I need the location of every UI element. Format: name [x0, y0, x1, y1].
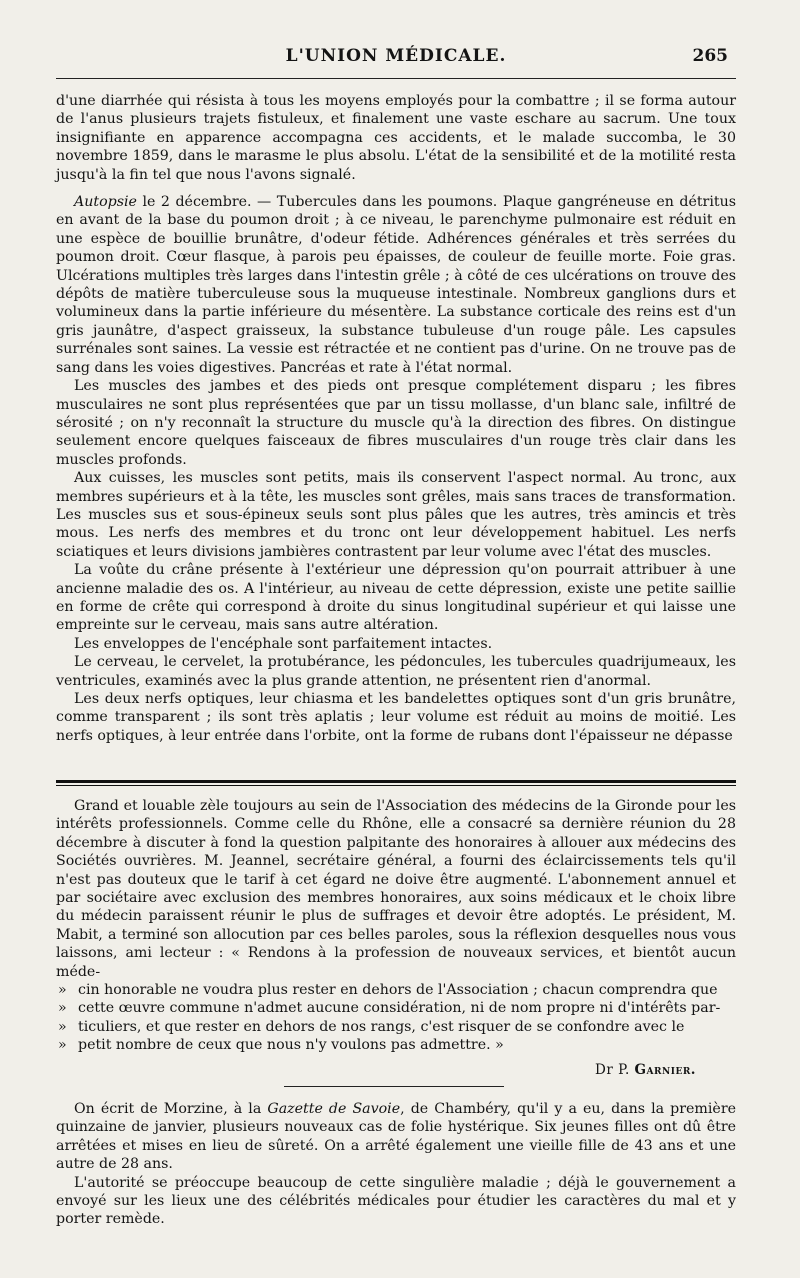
- quote-text: petit nombre de ceux que nous n'y voulons pas admettre. »: [78, 1037, 504, 1054]
- header-rule: [56, 78, 736, 79]
- article-paragraph: Les deux nerfs optiques, leur chiasma et les bandelettes optiques sont d'un gris brunâtre, comme transparent ; ils sont très aplatis ; leur volume est réduit au moins de moitié. Les nerfs optiques, à leur entrée dans l'orbite, ont la forme de rubans dont l'épaisseur ne dépasse: [56, 691, 736, 744]
- news-text: , de Chambéry, qu'il y a eu, dans la première quinzaine de janvier, plusieurs nouveaux cas de folie hystérique. Six jeunes filles ont dû être arrêtées et mises en lieu de sûreté. On a arrêté également une vieille fille de 43 ans et une autre de 28 ans.: [56, 1101, 736, 1173]
- news-text: On écrit de Morzine, à la: [74, 1101, 268, 1117]
- quote-line: [56, 1018, 736, 1036]
- quote-mark: »: [58, 1037, 67, 1054]
- running-title: L'UNION MÉDICALE.: [285, 46, 507, 66]
- signature-prefix: Dr P.: [595, 1061, 635, 1078]
- signature: [56, 1061, 736, 1079]
- quote-mark: »: [58, 1000, 67, 1017]
- article-paragraph: Les enveloppes de l'encéphale sont parfaitement intactes.: [74, 635, 493, 652]
- autopsy-text: le 2 décembre. — Tubercules dans les poumons. Plaque gangréneuse en détritus en avant de la base du poumon droit ; à ce niveau, le parenchyme pulmonaire est réduit en une espèce de bouillie brunâtre, d'odeur fétide. Adhérences générales et très serrées du poumon droit. Cœur flasque, à parois peu épaisses, de couleur de feuille morte. Foie gras. Ulcérations multiples très larges dans l'intestin grêle ; à côté de ces ulcérations on trouve des dépôts de matière tuberculeuse sous la muqueuse intestinale. Nombreux ganglions durs et volumineux dans la partie inférieure du mésentère. La substance corticale des reins est d'un gris jaunâtre, d'aspect graisseux, la substance tubuleuse d'un rouge pâle. Les capsules surrénales sont saines. La vessie est rétractée et ne contient pas d'urine. On ne trouve pas de sang dans les voies digestives. Pancréas et rate à l'état normal.: [56, 194, 736, 376]
- autopsy-paragraph: [56, 193, 736, 377]
- article-paragraph: Le cerveau, le cervelet, la protubérance, les pédoncules, les tubercules quadrijumeaux, les ventricules, examinés avec la plus grande attention, ne présentent rien d'anormal.: [56, 654, 736, 689]
- short-divider: [284, 1086, 504, 1087]
- article-body: [56, 92, 736, 745]
- article-paragraph: Les muscles des jambes et des pieds ont presque complétement disparu ; les fibres musculaires ne sont plus représentées que par un tissu mollasse, d'un blanc sale, infiltré de sérosité ; on n'y reconnaît la structure du muscle qu'à la direction des fibres. On distingue seulement encore quelques faisceaux de fibres musculaires d'un rouge très clair dans les muscles profonds.: [56, 378, 736, 468]
- signature-name: Garnier.: [634, 1061, 696, 1078]
- news-paragraph: Grand et louable zèle toujours au sein de l'Association des médecins de la Gironde pour les intérêts professionnels. Comme celle du Rhône, elle a consacré sa dernière réunion du 28 décembre à discuter à fond la question palpitante des honoraires à allouer aux médecins des Sociétés ouvrières. M. Jeannel, secrétaire général, a fourni des éclaircissements tels qu'il n'est pas douteux que le tarif à cet égard ne doive être augmenté. L'abonnement annuel et par sociétaire avec exclusion des membres honoraires, aux soins médicaux et le choix libre du médecin paraissent réunir le plus de suffrages et devoir être adoptés. Le président, M. Mabit, a terminé son allocution par ces belles paroles, sous la réflexion desquelles nous vous laissons, ami lecteur : « Rendons à la profession de nouveaux services, et bientôt aucun méde-: [56, 798, 736, 980]
- section-divider: [56, 780, 736, 786]
- autopsy-lead: Autopsie: [74, 194, 137, 211]
- quote-mark: »: [58, 982, 67, 999]
- quote-line: [56, 981, 736, 999]
- quote-text: cette œuvre commune n'admet aucune considération, ni de nom propre ni d'intérêts par-: [78, 1000, 721, 1017]
- newspaper-title: Gazette de Savoie: [267, 1101, 401, 1117]
- quote-line: [56, 1036, 736, 1054]
- article-paragraph: d'une diarrhée qui résista à tous les moyens employés pour la combattre ; il se forma autour de l'anus plusieurs trajets fistuleux, et finalement une vaste eschare au sacrum. Une toux insignifiante en apparence accompagna ces accidents, et le malade succomba, le 30 novembre 1859, dans le marasme le plus absolu. L'état de la sensibilité et de la motilité resta jusqu'à la fin tel que nous l'avons signalé.: [56, 93, 736, 183]
- news-paragraph: L'autorité se préoccupe beaucoup de cette singulière maladie ; déjà le gouvernement a envoyé sur les lieux une des célébrités médicales pour étudier les caractères du mal et y porter remède.: [56, 1174, 736, 1228]
- quote-line: [56, 999, 736, 1017]
- quote-text: ticuliers, et que rester en dehors de nos rangs, c'est risquer de se confondre avec le: [78, 1018, 685, 1035]
- quote-mark: »: [58, 1018, 67, 1035]
- news-item-gironde: [56, 797, 736, 1079]
- news-item-morzine: [56, 1100, 736, 1229]
- page-header: [56, 46, 736, 72]
- news-paragraph: [56, 1100, 736, 1174]
- quote-text: cin honorable ne voudra plus rester en dehors de l'Association ; chacun comprendra que: [78, 982, 718, 999]
- article-paragraph: Aux cuisses, les muscles sont petits, mais ils conservent l'aspect normal. Au tronc, aux membres supérieurs et à la tête, les muscles sont grêles, mais sans traces de transformation. Les muscles sus et sous-épineux seuls sont plus pâles que les autres, très amincis et très mous. Les nerfs des membres et du tronc ont leur développement habituel. Les nerfs sciatiques et leurs divisions jambières contrastent par leur volume avec l'état des muscles.: [56, 470, 736, 560]
- article-paragraph: La voûte du crâne présente à l'extérieur une dépression qu'on pourrait attribuer à une ancienne maladie des os. A l'intérieur, au niveau de cette dépression, existe une petite saillie en forme de crête qui correspond à droite du sinus longitudinal supérieur et qui laisse une empreinte sur le cerveau, mais sans autre altération.: [56, 562, 736, 634]
- page-number: 265: [692, 46, 728, 66]
